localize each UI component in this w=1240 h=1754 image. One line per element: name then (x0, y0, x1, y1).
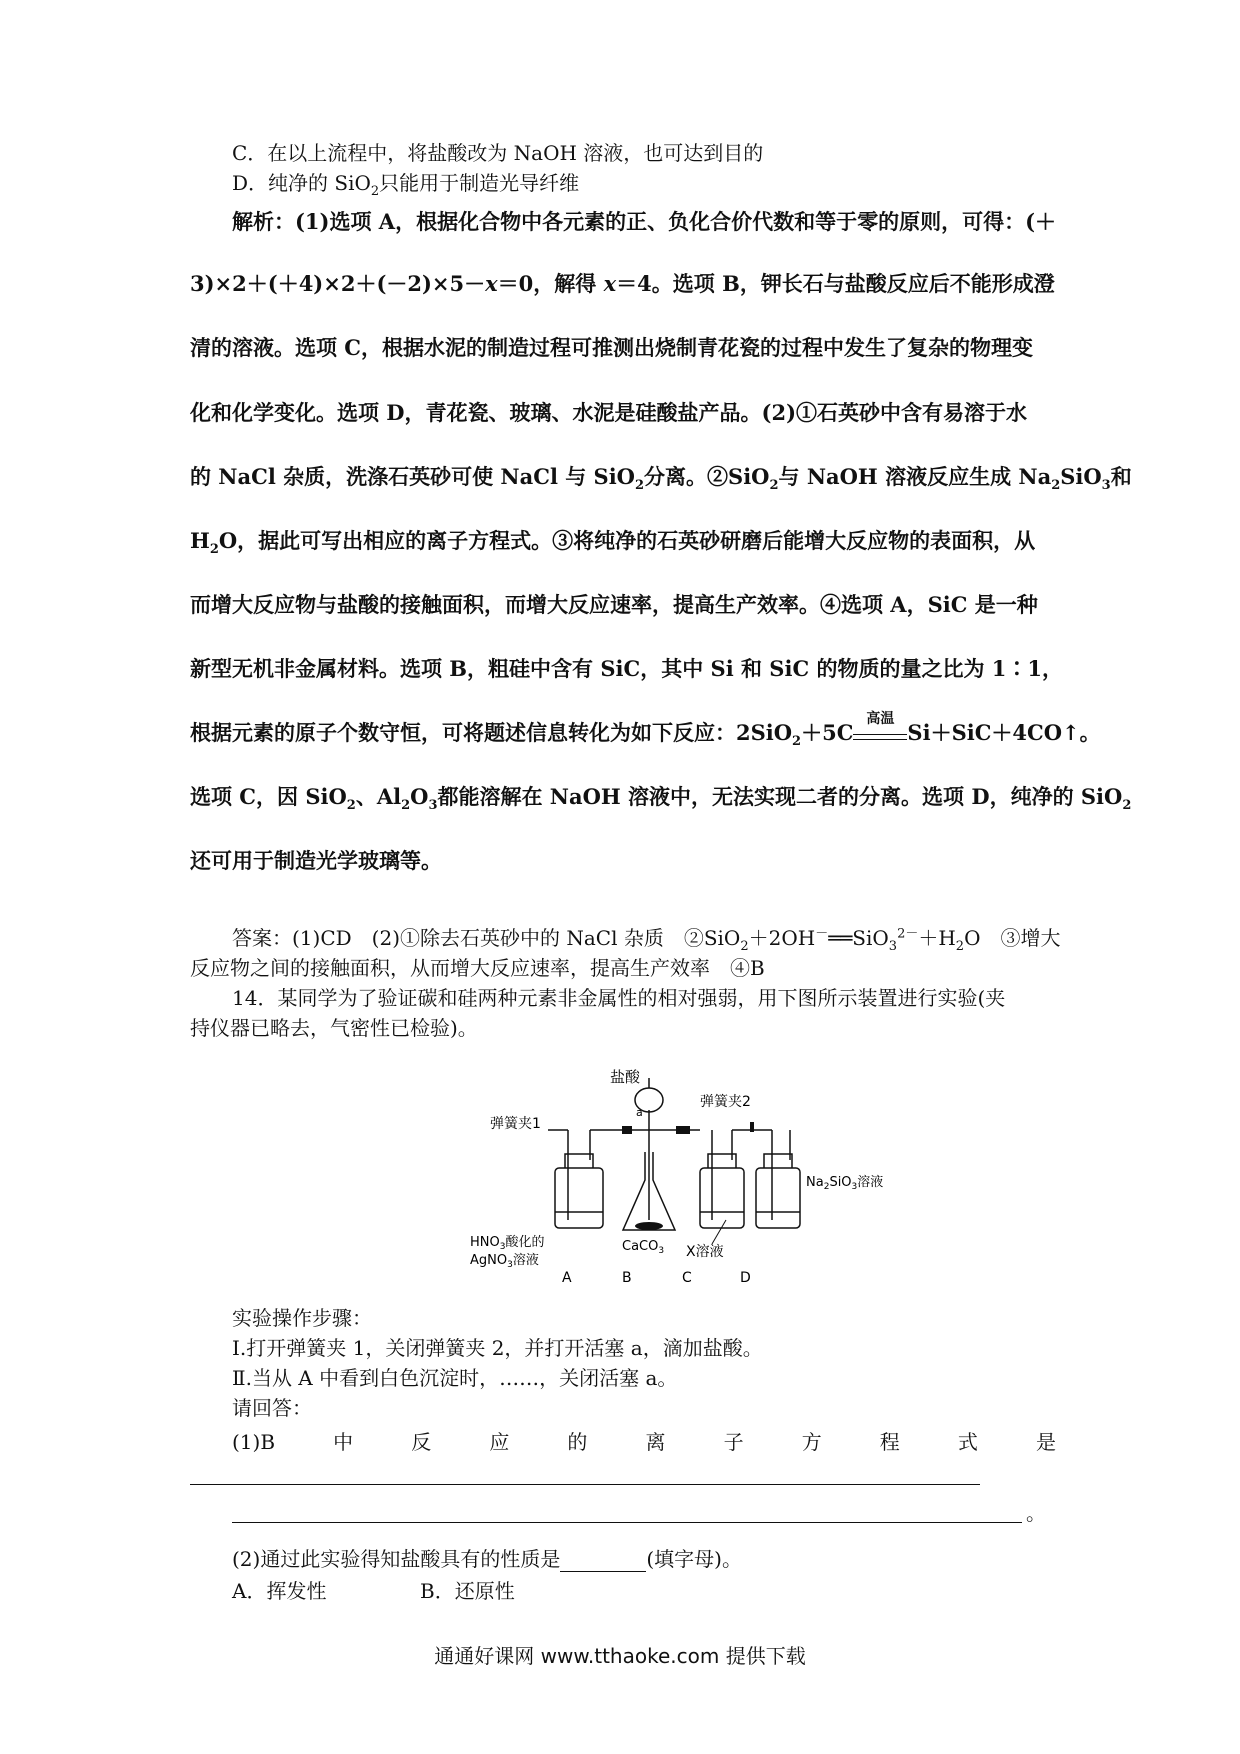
answer-a2: ＋2OH (748, 926, 816, 950)
analysis-line-8: 新型无机非金属材料。选项 B，粗硅中含有 SiC，其中 Si 和 SiC 的物质的量之比为 1∶1， (190, 656, 1064, 681)
q1-end-period: 。 (1026, 1501, 1046, 1525)
q1-word: 程 (879, 1430, 900, 1454)
bottle-c (700, 1168, 744, 1228)
sub: 2 (209, 542, 219, 558)
step-2: Ⅱ.当从 A 中看到白色沉淀时，……，关闭活塞 a。 (232, 1366, 678, 1390)
analysis-l5a: 的 NaCl 杂质，洗涤石英砂可使 NaCl 与 SiO (190, 464, 635, 489)
answer-a4: ＋H (918, 926, 956, 950)
q2-post: (填字母)。 (646, 1547, 742, 1571)
label-x-solution: X溶液 (686, 1244, 724, 1260)
label-clip-1: 弹簧夹1 (490, 1116, 541, 1132)
option-d-pre: D．纯净的 SiO (232, 171, 371, 195)
analysis-l10a: 选项 C，因 SiO (190, 784, 347, 809)
option-c: C．在以上流程中，将盐酸改为 NaOH 溶液，也可达到目的 (232, 141, 764, 165)
q1-word: 的 (567, 1430, 588, 1454)
analysis-line-1: 解析：(1)选项 A，根据化合物中各元素的正、负化合价代数和等于零的原则，可得：(＋ (232, 209, 1057, 234)
apparatus-figure (450, 1068, 884, 1290)
analysis-l9b: ＋5C (801, 720, 854, 745)
label-caco3: CaCO$_3$ (622, 1239, 665, 1256)
bottle-d (756, 1168, 800, 1228)
clip-1 (622, 1126, 632, 1134)
analysis-line-2 (190, 271, 1055, 297)
answer-blank-2[interactable] (232, 1522, 1022, 1523)
option-d-sub: 2 (370, 184, 380, 199)
label-hno3: $HNO_3$酸化的 (470, 1235, 545, 1252)
sub: 2 (1122, 798, 1132, 814)
answer-line-2: 反应物之间的接触面积，从而增大反应速率，提高生产效率 ④B (190, 956, 765, 980)
analysis-line-7: 而增大反应物与盐酸的接触面积，而增大反应速率，提高生产效率。④选项 A，SiC 是一种 (190, 592, 1038, 617)
page-footer: 通通好课网 www.tthaoke.com 提供下载 (434, 1644, 806, 1668)
option-d-post: 只能用于制造光导纤维 (379, 171, 580, 195)
sub: 3 (428, 798, 438, 814)
analysis-l9a: 根据元素的原子个数守恒，可将题述信息转化为如下反应：2SiO (190, 720, 793, 745)
label-b: B (622, 1270, 632, 1286)
q1-word: 子 (723, 1430, 744, 1454)
label-na2sio3: $Na_2SiO_3$溶液 (806, 1175, 884, 1192)
analysis-line-5 (190, 464, 1132, 494)
analysis-line-9 (190, 711, 1101, 750)
equals-sign (853, 734, 907, 740)
rubber-tube (676, 1126, 690, 1134)
q1-word: 应 (489, 1430, 510, 1454)
analysis-line-3: 清的溶液。选项 C，根据水泥的制造过程可推测出烧制青花瓷的过程中发生了复杂的物理变 (190, 335, 1034, 360)
label-clip-2: 弹簧夹2 (700, 1094, 751, 1110)
sub: 2 (634, 478, 645, 494)
analysis-l5c: 与 NaOH 溶液反应生成 Na (778, 464, 1052, 489)
sub: 2 (955, 939, 965, 954)
label-hcl: 盐酸 (610, 1068, 641, 1086)
answer-blank-1[interactable] (190, 1484, 980, 1485)
clip-2 (750, 1122, 754, 1132)
sup: － (815, 926, 829, 942)
analysis-l2b: ＝0，解得 (497, 271, 604, 296)
analysis-l5e: 和 (1110, 464, 1132, 489)
answer-a5: O ③增大 (964, 926, 1061, 950)
sub: 2 (740, 939, 749, 954)
question-1-line (232, 1429, 1056, 1455)
analysis-l5b: 分离。②SiO (644, 464, 770, 489)
answer-line-1 (232, 925, 1061, 954)
sub: 2 (769, 478, 779, 494)
question-14-line-2: 持仪器已略去，气密性已检验)。 (190, 1016, 478, 1040)
caco3-solid (635, 1222, 663, 1230)
q1-word: 离 (645, 1430, 666, 1454)
sub: 3 (1101, 478, 1111, 494)
sub: 2 (1051, 478, 1061, 494)
q1-word: 是 (1035, 1430, 1056, 1454)
q2-pre: (2)通过此实验得知盐酸具有的性质是 (232, 1547, 561, 1571)
label-stopcock: a (636, 1106, 643, 1119)
step-1: Ⅰ.打开弹簧夹 1，关闭弹簧夹 2，并打开活塞 a，滴加盐酸。 (232, 1336, 763, 1360)
q1-word: 中 (333, 1430, 354, 1454)
analysis-line-4: 化和化学变化。选项 D，青花瓷、玻璃、水泥是硅酸盐产品。(2)①石英砂中含有易溶于水 (190, 400, 1028, 425)
analysis-line-6 (190, 528, 1036, 558)
analysis-l5d: SiO (1060, 464, 1102, 489)
q1-word: 式 (957, 1430, 978, 1454)
analysis-l2a: 3)×2＋(＋4)×2＋(－2)×5－ (190, 271, 486, 296)
please-answer: 请回答： (232, 1396, 312, 1420)
analysis-l6a: H (190, 528, 210, 553)
bottle-a (555, 1168, 603, 1228)
analysis-l2c: ＝4。选项 B，钾长石与盐酸反应后不能形成澄 (616, 271, 1055, 296)
analysis-x1: x (485, 271, 498, 296)
sub: 2 (792, 734, 802, 750)
analysis-x2: x (603, 271, 617, 296)
question-14-line-1: 14．某同学为了验证碳和硅两种元素非金属性的相对强弱，用下图所示装置进行实验(夹 (232, 986, 1006, 1010)
sub: 2 (401, 798, 411, 814)
label-agno3: AgNO$_3$溶液 (470, 1253, 539, 1270)
analysis-l10b: 、Al (355, 784, 402, 809)
q2-blank[interactable] (560, 1551, 646, 1572)
analysis-l10c: O (410, 784, 429, 809)
question-2 (232, 1546, 742, 1572)
q1-word: 方 (801, 1430, 822, 1454)
analysis-l6b: O，据此可写出相应的离子方程式。③将纯净的石英砂研磨后能增大反应物的表面积，从 (218, 528, 1036, 553)
label-d: D (740, 1270, 751, 1286)
analysis-line-11: 还可用于制造光学玻璃等。 (190, 848, 442, 873)
analysis-l10d: 都能溶解在 NaOH 溶液中，无法实现二者的分离。选项 D，纯净的 SiO (437, 784, 1123, 809)
reaction-condition (853, 711, 907, 740)
sub: 3 (888, 939, 898, 954)
option-d (232, 170, 580, 199)
condition-text: 高温 (866, 711, 895, 727)
analysis-line-10 (190, 784, 1132, 814)
q2-option-a: A．挥发性 (232, 1579, 327, 1603)
steps-title: 实验操作步骤： (232, 1306, 372, 1330)
q1-word: (1)B (232, 1430, 276, 1454)
sup: 2－ (897, 926, 919, 942)
q1-word: 反 (411, 1430, 432, 1454)
label-a: A (562, 1270, 572, 1286)
answer-a3: ══SiO (828, 926, 889, 950)
q2-option-b: B．还原性 (420, 1579, 515, 1603)
sub: 2 (346, 798, 356, 814)
analysis-l9c: Si＋SiC＋4CO↑。 (907, 720, 1101, 745)
label-c: C (682, 1270, 692, 1286)
answer-a1: 答案：(1)CD (2)①除去石英砂中的 NaCl 杂质 ②SiO (232, 926, 741, 950)
